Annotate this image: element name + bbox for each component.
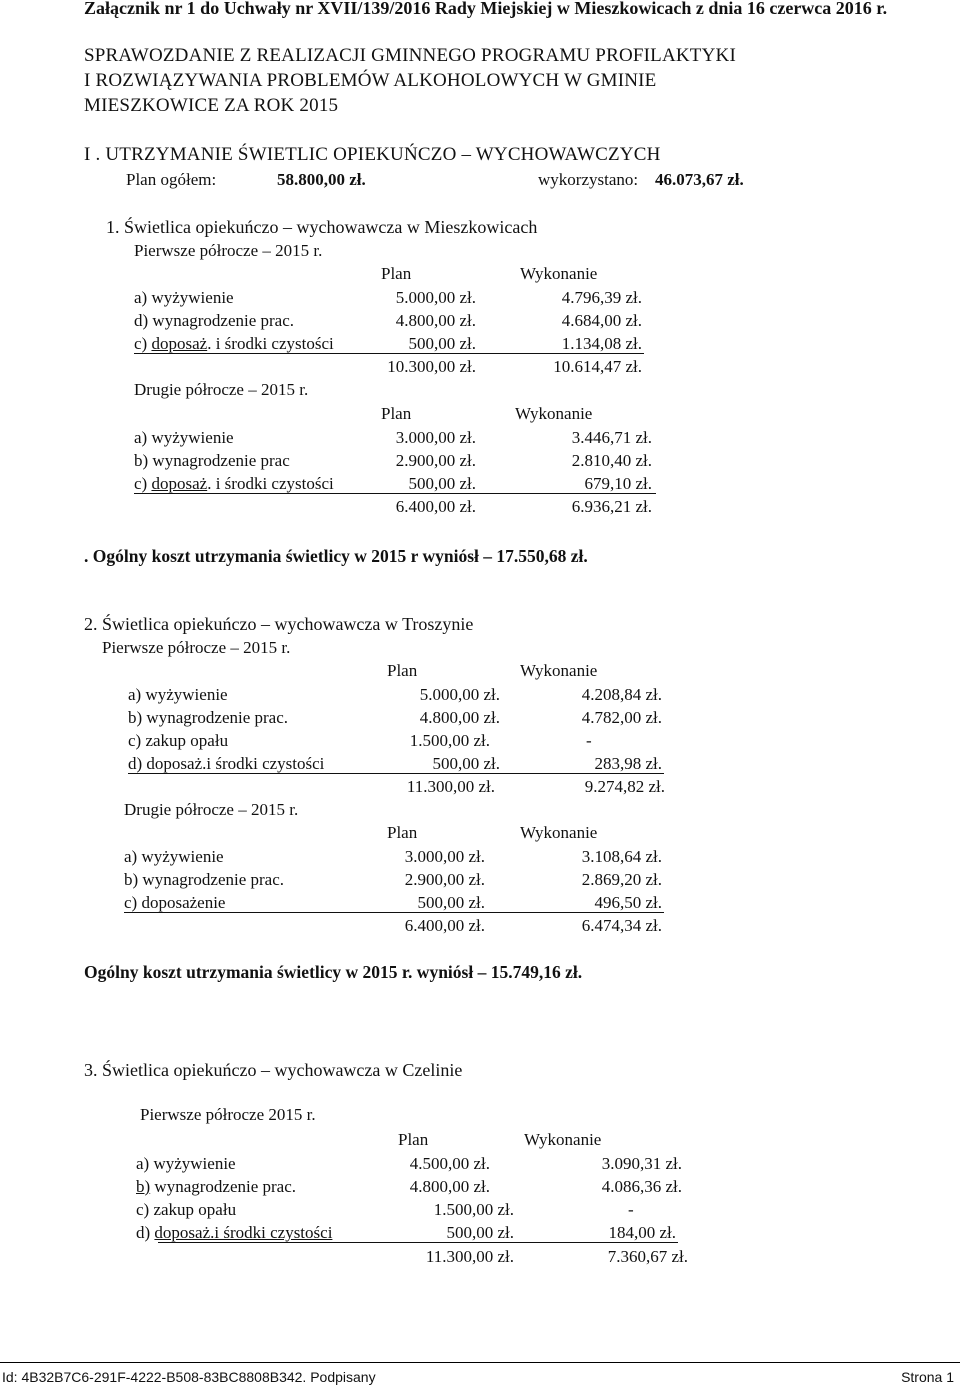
cost-row-plan: 4.800,00 zł. <box>409 1177 490 1196</box>
sum-rule <box>124 912 664 913</box>
half-total-plan: 11.300,00 zł. <box>406 777 495 796</box>
cost-row-name: c) doposaż. i środki czystości <box>134 334 334 353</box>
cost-row-name: d) doposaż.i środki czystości <box>128 754 325 773</box>
cost-row-plan: 1.500,00 zł. <box>433 1200 514 1219</box>
cost-row-plan: 2.900,00 zł. <box>404 870 485 889</box>
sum-rule <box>158 1242 678 1243</box>
cost-row-exec: - <box>628 1200 634 1219</box>
cost-row-plan: 5.000,00 zł. <box>419 685 500 704</box>
signature-id: Id: 4B32B7C6-291F-4222-B508-83BC8808B342. Podpisany <box>2 1369 376 1385</box>
cost-row-exec: 3.090,31 zł. <box>601 1154 682 1173</box>
half-total-plan: 10.300,00 zł. <box>387 357 476 376</box>
unit-1-heading: 1. Świetlica opiekuńczo – wychowawcza w Mieszkowicach <box>106 217 538 237</box>
half-total-exec: 6.936,21 zł. <box>571 497 652 516</box>
cost-row-name: a) wyżywienie <box>124 847 224 866</box>
report-title-line-2: I ROZWIĄZYWANIA PROBLEMÓW ALKOHOLOWYCH W GMINIE <box>84 70 657 91</box>
unit-3-half-1-label: Pierwsze półrocze 2015 r. <box>140 1105 316 1124</box>
cost-row-exec: 4.208,84 zł. <box>581 685 662 704</box>
half-total-exec: 10.614,47 zł. <box>553 357 642 376</box>
cost-row-plan: 3.000,00 zł. <box>404 847 485 866</box>
sum-rule <box>134 493 656 494</box>
report-title-line-3: MIESZKOWICE ZA ROK 2015 <box>84 95 339 116</box>
cost-row-plan: 500,00 zł. <box>432 754 500 773</box>
half-total-exec: 9.274,82 zł. <box>584 777 665 796</box>
column-plan-label: Plan <box>398 1130 429 1149</box>
cost-row-exec: 4.086,36 zł. <box>601 1177 682 1196</box>
cost-row-plan: 500,00 zł. <box>408 334 476 353</box>
cost-row-exec: 283,98 zł. <box>594 754 662 773</box>
cost-row-exec: 4.782,00 zł. <box>581 708 662 727</box>
column-plan-label: Plan <box>387 823 418 842</box>
cost-row-exec: 679,10 zł. <box>584 474 652 493</box>
cost-row-name: c) doposaż. i środki czystości <box>134 474 334 493</box>
unit-2-summary: Ogólny koszt utrzymania świetlicy w 2015 r. wyniósł – 15.749,16 zł. <box>84 962 583 982</box>
cost-row-name: b) wynagrodzenie prac <box>134 451 290 470</box>
unit-2-heading: 2. Świetlica opiekuńczo – wychowawcza w Troszynie <box>84 614 474 634</box>
unit-1-summary: . Ogólny koszt utrzymania świetlicy w 2015 r wyniósł – 17.550,68 zł. <box>84 546 588 566</box>
cost-row-exec: 4.796,39 zł. <box>561 288 642 307</box>
cost-row-exec: 3.108,64 zł. <box>581 847 662 866</box>
cost-row-exec: 3.446,71 zł. <box>571 428 652 447</box>
plan-total-label: Plan ogółem: <box>126 170 217 189</box>
unit-2-half-2-label: Drugie półrocze – 2015 r. <box>124 800 299 819</box>
column-exec-label: Wykonanie <box>524 1130 602 1149</box>
cost-row-plan: 500,00 zł. <box>446 1223 514 1242</box>
cost-row-exec: 2.810,40 zł. <box>571 451 652 470</box>
cost-row-plan: 4.800,00 zł. <box>395 311 476 330</box>
cost-row-name: b) wynagrodzenie prac. <box>128 708 289 727</box>
cost-row-name: c) zakup opału <box>136 1200 237 1219</box>
cost-row-exec: 496,50 zł. <box>594 893 662 912</box>
cost-row-exec: 1.134,08 zł. <box>561 334 642 353</box>
sum-rule <box>134 353 644 354</box>
unit-1-half-2-label: Drugie półrocze – 2015 r. <box>134 380 309 399</box>
report-title-line-1: SPRAWOZDANIE Z REALIZACJI GMINNEGO PROGRAMU PROFILAKTYKI <box>84 45 736 66</box>
half-total-plan: 6.400,00 zł. <box>395 497 476 516</box>
cost-row-plan: 4.800,00 zł. <box>419 708 500 727</box>
column-exec-label: Wykonanie <box>520 661 598 680</box>
cost-row-name: d) wynagrodzenie prac. <box>134 311 295 330</box>
cost-row-name: b) wynagrodzenie prac. <box>136 1177 297 1196</box>
unit-3-heading: 3. Świetlica opiekuńczo – wychowawcza w Czelinie <box>84 1060 463 1080</box>
column-exec-label: Wykonanie <box>520 823 598 842</box>
cost-row-plan: 4.500,00 zł. <box>409 1154 490 1173</box>
cost-row-name: c) doposażenie <box>124 893 226 912</box>
unit-2-half-1-label: Pierwsze półrocze – 2015 r. <box>102 638 291 657</box>
used-total-label: wykorzystano: <box>538 170 639 189</box>
section-heading: I . UTRZYMANIE ŚWIETLIC OPIEKUŃCZO – WYCHOWAWCZYCH <box>84 144 661 165</box>
cost-row-name: a) wyżywienie <box>134 428 234 447</box>
cost-row-name: a) wyżywienie <box>128 685 228 704</box>
column-plan-label: Plan <box>381 264 412 283</box>
cost-row-name: b) wynagrodzenie prac. <box>124 870 285 889</box>
unit-1-half-1-label: Pierwsze półrocze – 2015 r. <box>134 241 323 260</box>
cost-row-exec: 184,00 zł. <box>608 1223 676 1242</box>
column-plan-label: Plan <box>387 661 418 680</box>
half-total-plan: 11.300,00 zł. <box>425 1247 514 1266</box>
cost-row-exec: - <box>586 731 592 750</box>
column-exec-label: Wykonanie <box>520 264 598 283</box>
plan-total-value: 58.800,00 zł. <box>277 170 366 189</box>
used-total-value: 46.073,67 zł. <box>655 170 744 189</box>
sum-rule <box>128 773 664 774</box>
footer-rule <box>0 1362 960 1363</box>
cost-row-name: a) wyżywienie <box>134 288 234 307</box>
page-number: Strona 1 <box>901 1369 954 1385</box>
half-total-plan: 6.400,00 zł. <box>404 916 485 935</box>
cost-row-plan: 5.000,00 zł. <box>395 288 476 307</box>
cost-row-name: a) wyżywienie <box>136 1154 236 1173</box>
half-total-exec: 7.360,67 zł. <box>607 1247 688 1266</box>
column-plan-label: Plan <box>381 404 412 423</box>
half-total-exec: 6.474,34 zł. <box>581 916 662 935</box>
cost-row-exec: 4.684,00 zł. <box>561 311 642 330</box>
column-exec-label: Wykonanie <box>515 404 593 423</box>
cost-row-plan: 1.500,00 zł. <box>409 731 490 750</box>
cost-row-plan: 500,00 zł. <box>417 893 485 912</box>
cost-row-name: c) zakup opału <box>128 731 229 750</box>
cost-row-plan: 3.000,00 zł. <box>395 428 476 447</box>
cost-row-exec: 2.869,20 zł. <box>581 870 662 889</box>
cost-row-plan: 2.900,00 zł. <box>395 451 476 470</box>
cost-row-name: d) doposaż.i środki czystości <box>136 1223 333 1242</box>
document-header: Załącznik nr 1 do Uchwały nr XVII/139/2016 Rady Miejskiej w Mieszkowicach z dnia 16 czerwca 2016 r. <box>84 0 888 18</box>
cost-row-plan: 500,00 zł. <box>408 474 476 493</box>
